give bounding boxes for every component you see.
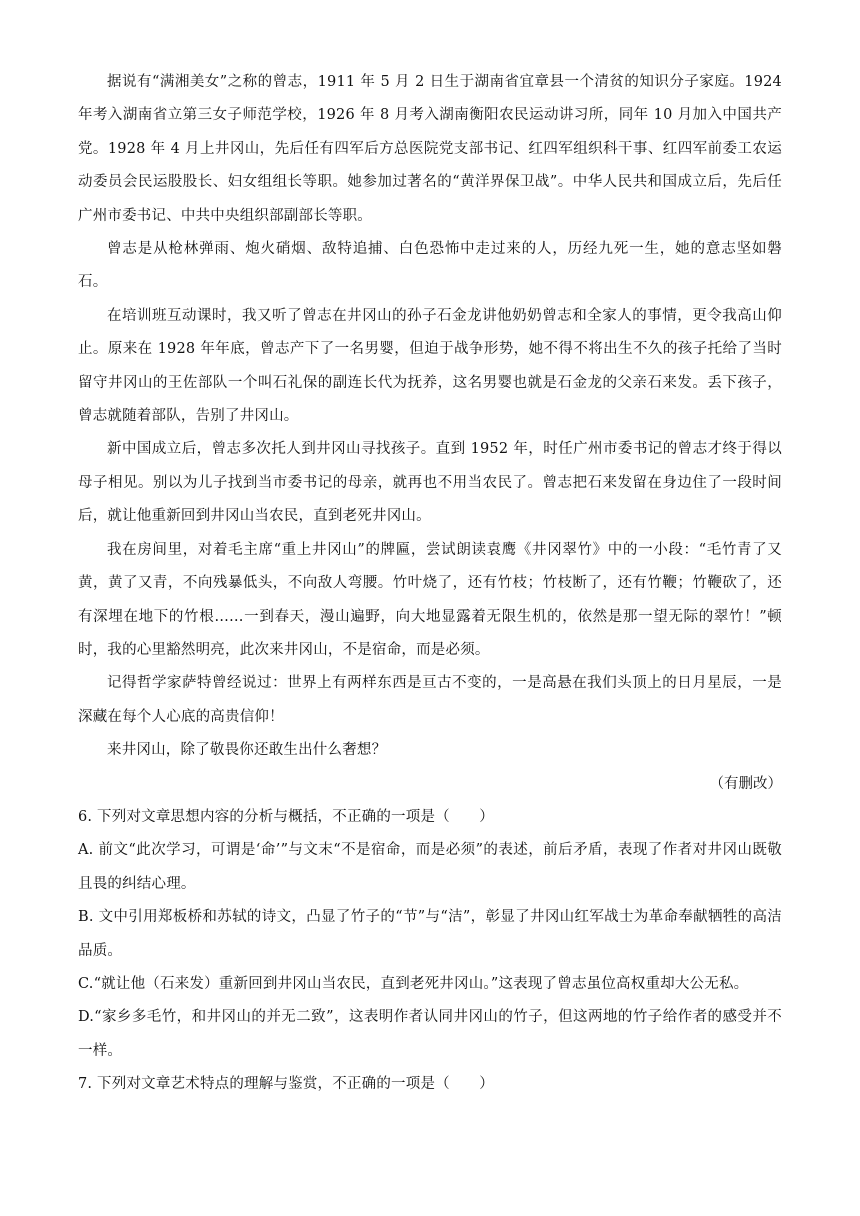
option-d: D.“家乡多毛竹，和井冈山的并无二致”，这表明作者认同井冈山的竹子，但这两地的竹子给作者的感受并不一样。 [78,1009,782,1059]
article-paragraph-1: 据说有“满湘美女”之称的曾志，1911 年 5 月 2 日生于湖南省宜章县一个清贫的知识分子家庭。1924 年考入湖南省立第三女子师范学校，1926 年 8 月考入湖南衡阳农民运动讲习所，同年 10 月加入中国共产党。1928 年 4 月上井冈山，先后任有四军后方总医院党支部书记、红四军组织科干事、红四军前委工农运动委员会民运股股长、妇女组组长等职。她参加过著名的“黄洋界保卫战”。中华人民共和国成立后，先后任广州市委书记、中共中央组织部副部长等职。 [78,74,782,224]
option-c: C.“就让他（石来发）重新回到井冈山当农民，直到老死井冈山。”这表现了曾志虽位高权重却大公无私。 [78,975,749,992]
option-b: B. 文中引用郑板桥和苏轼的诗文，凸显了竹子的“节”与“洁”，彰显了井冈山红军战士为革命奉献牺牲的高洁品质。 [78,909,782,959]
article-paragraph-5: 我在房间里，对着毛主席“重上井冈山”的牌匾，尝试朗读袁鹰《井冈翠竹》中的一小段：“毛竹青了又黄，黄了又青，不向残暴低头，不向敌人弯腰。竹叶烧了，还有竹枝；竹枝断了，还有竹鞭；竹鞭砍了，还有深埋在地下的竹根……一到春天，漫山遍野，向大地显露着无限生机的，依然是那一望无际的翠竹！”顿时，我的心里豁然明亮，此次来井冈山，不是宿命，而是必须。 [78,541,782,658]
option-a: A. 前文“此次学习，可谓是‘命’”与文末“不是宿命，而是必须”的表述，前后矛盾，表现了作者对井冈山既敬且畏的纠结心理。 [78,842,782,892]
article-paragraph-2: 曾志是从枪林弹雨、炮火硝烟、敌特追捕、白色恐怖中走过来的人，历经九死一生，她的意志坚如磐石。 [78,241,782,291]
question-stem: 6. 下列对文章思想内容的分析与概括，不正确的一项是（ ） [78,808,494,825]
article-paragraph-3: 在培训班互动课时，我又听了曾志在井冈山的孙子石金龙讲他奶奶曾志和全家人的事情，更令我高山仰止。原来在 1928 年年底，曾志产下了一名男婴，但迫于战争形势，她不得不将出生不久的孩子托给了当时留守井冈山的王佐部队一个叫石礼保的副连长代为抚养，这名男婴也就是石金龙的父亲石来发。丢下孩子，曾志就随着部队，告别了井冈山。 [78,307,782,425]
article-paragraph-6: 记得哲学家萨特曾经说过：世界上有两样东西是亘古不变的，一是高悬在我们头顶上的日月星辰，一是深藏在每个人心底的高贵信仰！ [78,675,782,725]
article-body [78,66,782,801]
source-note: （有删改） [709,775,782,792]
article-paragraph-7: 来井冈山，除了敬畏你还敢生出什么奢想？ [107,742,387,759]
question-block-7 [78,1068,782,1101]
question-stem: 7. 下列对文章艺术特点的理解与鉴赏，不正确的一项是（ ） [78,1076,494,1093]
article-paragraph-4: 新中国成立后，曾志多次托人到井冈山寻找孩子。直到 1952 年，时任广州市委书记的曾志才终于得以母子相见。别以为儿子找到当市委书记的母亲，就再也不用当农民了。曾志把石来发留在身边住了一段时间后，就让他重新回到井冈山当农民，直到老死井冈山。 [78,441,782,525]
question-block-6 [78,801,782,1068]
